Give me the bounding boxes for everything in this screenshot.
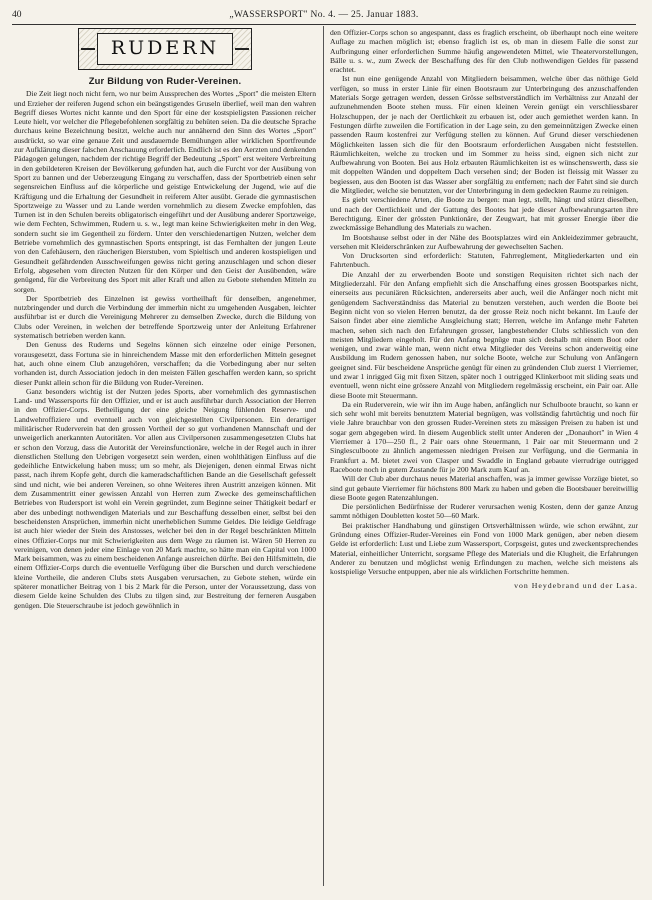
column-divider <box>323 26 324 886</box>
right-paragraph: Will der Club aber durchaus neues Material anschaffen, was ja immer gewisse Vorzüge bietet, so sind gut gebaute Vierriemer für höchstens 800 Mark zu haben und geben die Bootsbauer bereitwillig diese Boote gegen Ratenzahlungen. <box>330 474 638 502</box>
header-rule <box>12 24 636 25</box>
page-header <box>12 10 636 24</box>
right-paragraph: Bei praktischer Handhabung und günstigen Ortsverhältnissen würde, wie schon erwähnt, zur Gründung eines Offizier-Ruder-Vereines ein Fond von 1000 Mark genügen, aber neben diesem Gelde ist erforderlich: Lust und Liebe zum Wassersport, Corpsgeist, gutes und zweckentsprechendes Material, einheitlicher Unterricht, sorgsame Pflege des Materials und die Klugheit, die Erfahrungen Anderer zu benutzen und möglichst wenig Erfindungen zu machen, welche sich meistens als kostspielige Versuche entpuppen, aber nie als wirklichen Fortschritte hemmen. <box>330 520 638 577</box>
left-paragraph: Die Zeit liegt noch nicht fern, wo nur beim Aussprechen des Wortes „Sport" die meisten Eltern und Erzieher der reiferen Jugend schon ein beängstigendes Gruseln überlief, weil man den wahren Begriff dieses Wortes nicht kannte und den Sport für eine der kostspieligsten Passionen reicher Leute hielt, vor welcher die Pflegebefohlenen sorgfältig zu behüten seien. Da die deutsche Sprache durchaus keine Bezeichnung besitzt, welche auch nur annähernd den Sinn des Wortes „Sport" ausdrückt, so war eine genaue Zeit und ausdauernde Bemühungen aller wirklichen Sportfreunde zur Aufklärung dieser falschen Anschauung erforderlich. Endlich ist es den Aerzten und denkenden Pädagogen gelungen, nachdem der richtige Begriff der Bedeutung „Sport" erst weitere Verbreitung in den gebildeteren Kreisen der Bevölkerung gefunden hat, auch die Furcht vor der Ausübung von Sport zu bannen und der Ueberzeugung Eingang zu verschaffen, dass der Sportbetrieb einen sehr segensreichen Einfluss auf die körperliche und geistige Entwickelung der Jugend, wie auf die Kräftigung und die Erhaltung der Gesundheit in reiferem Alter ausübt. Gerade die gymnastischen Sportzweige zu Wasser und zu Lande werden vornehmlich zu diesem Zwecke empfohlen, das Turnen ist in den Schulen bereits obligatorisch eingeführt und der Ausübung anderer Sportzweige, wie dem Fechten, Schwimmen, Rudern u. s. w., legt man keine Schwierigkeiten mehr in den Weg, sondern sucht sie im Gegentheil zu fördern. Unter den verschiedenartigen Nutzen, welcher dem Betriebe vornehmlich des gymnastischen Sports entspringt, ist das Fernhalten der jungen Leute von den Cafehäusern, den räucherigen Bierstuben, vom Spieltisch und anderen kostspieligen und Gesundheit gefährdenden Ausschweifungen gewiss nicht gering anzuschlagen und schon dieser Erfolg, abgesehen vom directen Nutzen für den Körper und den Geist der Ausübenden, wäre genügend, für die Verbreitung des Sport mit aller Kraft und allen zu Gebote stehenden Mitteln zu sorgen. <box>14 89 316 294</box>
right-paragraph: Ist nun eine genügende Anzahl von Mitgliedern beisammen, welche über das nöthige Geld verfügen, so muss in erster Linie für einen Bootsraum zur Unterbringung des anzuschaffenden Materials Sorge getragen werden, dessen Grösse selbstverständlich im Verhältniss zur Anzahl der aufzunehmenden Boote stehen muss. Für einen kleinen Verein genügt ein verschliessbarer Holzschuppen, der je nach der Oertlichkeit zu erbauen ist, oder auch gemiethet werden kann. In Festungen dürfte zuweilen die Fortification in der Lage sein, zu den gemeinnützigen Zwecke einen passenden Raum kostenfrei zur Verfügung stellen zu können. Auf Grund dieser verschiedenen Möglichkeiten lassen sich die für den Bootsraum erforderlichen Ausgaben nicht feststellen. Räumlichkeiten, welche zu trocken und im Sommer zu heiss sind, eignen sich nicht zur Aufbewahrung von Booten. Bei aus Holz erbauten Räumlichkeiten ist es wünschenswerth, dass sie mit doppelten Wänden und doppeltem Dach versehen sind; der Boden ist fleissig mit Wasser zu begiessen, aus den Booten ist das Wasser aber sorgfältig zu entfernen; nach der Fahrt sind sie durch die Mitglieder, welche sie benutzten, vor der Unterbringung in dem gedeckten Raume zu reinigen. <box>330 74 638 196</box>
right-paragraph: Da ein Ruderverein, wie wir ihn im Auge haben, anfänglich nur Schulboote braucht, so kann er sich sehr wohl mit bereits benutztem Material begnügen, was vollständig fahrtüchtig und noch für viele Jahre brauchbar von den grossen Ruder-Vereinen stets zu mässigen Preisen zu haben ist und sogar gern abgegeben wird. In diesem Augenblick stellt unter Anderen der „Donauhort" in Wien 4 Vierriemer à 170—250 fl., 2 Pair oars ohne Steuermann, 1 Pair oar mit Steuermann und 2 Singlesculboote zu ähnlich angemessen niedrigen Preisen zur Verfügung, und die Germania in Frankfurt a. M. bietet zwei von Clasper und Swaddle in England gebaute vierrudrige outrigged Raceboote noch in gutem Zustande für je 200 Mark zum Kauf an. <box>330 399 638 474</box>
banner-title: RUDERN <box>97 33 233 65</box>
oar-right-icon <box>235 48 249 50</box>
right-paragraph: Von Drucksorten sind erforderlich: Statuten, Fahrreglement, Mitgliederkarten und ein Fahrtenbuch. <box>330 251 638 270</box>
oar-left-icon <box>81 48 95 50</box>
right-paragraph: Es giebt verschiedene Arten, die Boote zu bergen: man legt, stellt, hängt und stürzt dieselben, und nach der Oertlichkeit und der Gattung des Bootes hat jede dieser Aufbewahrungsarten ihre Berechtigung. Einer der grössten Punktionäre, der Zeugwart, hat mit grosser Energie über die zweckmässige Behandlung des Materials zu wachen. <box>330 195 638 233</box>
left-paragraph: Ganz besonders wichtig ist der Nutzen jedes Sports, aber vornehmlich des gymnastischen Land- und Wassersports für den Offizier, und er ist auch ausführbar durch Association der Herren in den Offizier-Corps. Betheiligung der eine gleiche Neigung fühlenden Reserve- und Landwehroffiziere und eventuell auch von gleichgestellten Civilpersonen. Ein derartiger militärischer Ruderverein hat den grossen Vortheil der so gut vorhandenen Mannschaft und der unweigerlich anerkannten Autoritäten. Vor allen aus Civilpersonen zusammengesetzten Clubs hat er schon den Vorzug, dass die Autorität der Vereinsfunctionäre, welche in der Regel auch in ihrer dienstlichen Stellung den Uebrigen vorgesetzt sein werden, einen wohlthätigen Einfluss auf die gedeihliche Entwickelung haben muss; um so mehr, als Diejenigen, denen einmal Etwas nicht passt, nach ihrem Kopfe geht, durch die kameradschaftlichen Bande an die Gesellschaft gefesselt sind und nicht, wie bei anderen Vereinen, so ohne Weiteres ihren Austritt anzeigen können. Mit dem Zusammentritt einer gewissen Anzahl von Herren zum Zwecke des gemeinschaftlichen Betriebes von Rudersport ist wohl ein Verein gegründet, zum Beginne seiner Thätigkeit bedarf er aber des unbedingt nothwendigen Materials und zur Beschaffung desselben einer, selbst bei den bescheidensten Ansprüchen, immerhin nicht unerheblichen Summe Geldes. Die leidige Geldfrage ist auch hier wieder der Stein des Anstosses, welcher bei den in der Regel beschränkten Mitteln eines Offizier-Corps nur mit Schwierigkeiten aus dem Wege zu räumen ist. Wären 50 Herren zu vereinigen, von denen jeder eine Einlage von 20 Mark machte, so hätte man ein Capital von 1000 Mark beisammen, was zu einem bescheidenen Anfange ausreichen dürfte. Bei den Hilfsmitteln, die einem Offizier-Corps durch die eventuelle Verfügung über die Burschen und durch verschiedene kleine Vortheile, die anderen Clubs stets Ausgaben verursachen, zu Gebote stehen, würde ein späterer monatlicher Beitrag von 1 bis 2 Mark für die Person, unter der Voraussetzung, dass von diesem Gelde keine Schulden des Clubs zu tilgen sind, zur Bestreitung der ferneren Ausgaben genügen. Die Steuerschraube ist jedoch gewöhnlich in <box>14 386 316 610</box>
left-paragraph: Den Genuss des Ruderns und Segelns können sich einzelne oder einige Personen, vorausgesetzt, dass Fortuna sie in hinreichendem Masse mit den erforderlichen Mitteln gesegnet hat, auch ohne einem Club anzugehören, verschaffen; da die Vorbedingung aber nur selten vorhanden ist, durch Association jedoch in den meisten Fällen geschaffen werden kann, so spricht dieser Punkt allein schon für die Bildung von Ruder-Vereinen. <box>14 340 316 387</box>
right-column <box>330 28 638 888</box>
page-number: 40 <box>12 10 22 20</box>
left-paragraph: Der Sportbetrieb des Einzelnen ist gewiss vortheilhaft für denselben, angenehmer, nutzbringender und durch die Verbindung der immerhin nicht zu umgehenden Ausgaben, leichter ausführbar ist er durch die Vereinigung Mehrerer zu demselben Zwecke, durch die Bildung von Clubs oder Vereinen, in welchen der betreffende Sportzweig unter der Anleitung Erfahrener systematisch betrieben werden kann. <box>14 293 316 341</box>
left-column <box>14 28 316 888</box>
author-signature: von Heydebrand und der Lasa. <box>514 580 638 590</box>
running-title: „WASSERSPORT" No. 4. — 25. Januar 1883. <box>229 10 419 20</box>
article-headline: Zur Bildung von Ruder-Vereinen. <box>88 75 242 86</box>
right-paragraph: Die persönlichen Bedürfnisse der Ruderer verursachen wenig Kosten, denn der ganze Anzug sammt nöthigen Doubletten kostet 50—60 Mark. <box>330 502 638 521</box>
right-paragraph: Die Anzahl der zu erwerbenden Boote und sonstigen Requisiten richtet sich nach der Mitgliederzahl. Für den Anfang empfiehlt sich die Anschaffung eines grossen Bootsparkes nicht, einerseits aus pecuniären Rücksichten, andererseits aber auch, weil die Anfänger noch nicht mit genügendem Sachverständniss das Material zu benutzen verstehen, auch werden die Boote bei Beginn nicht von so vielen Herren benutzt, da der grosse Reiz noch nicht bekannt. Im Laufe der Saison findet aber eine ziemliche Ausgleichung statt; Herren, welche im Anfange mehr Fahrten machen, sehen sich nach den Erfahrungen grosser, langbestehender Clubs schliesslich von den meisten Mitgliedern eingeholt. Für den Anfang begnüge man sich deshalb mit einem Boot oder wenigen, und zwar wähle man, wenn nicht etwa Mitglieder des Vereins schon anderweitig eine Ausbildung im Rudern genossen haben, nur solche Boote, welche zur Schulung von Anfängern geeignet sind. Für bescheidene Ansprüche genügt für einen zu gründenden Club zuerst 1 Vierriemer, und zwar 1 inrigged Gig mit fixen Sitzen, später noch 1 outrigged Klinkerboot mit sliding seats und eventuell, wenn nicht eine grössere Anzahl von Mitgliedern regelmässig erscheint, ein Pair oar. Alle diese Boote mit Steuermann. <box>330 269 638 400</box>
rudern-banner <box>78 28 252 70</box>
right-paragraph: den Offizier-Corps schon so angespannt, dass es fraglich erscheint, ob überhaupt noch eine weitere Auflage zu machen möglich ist; ebenso fraglich ist es, ob man in diesem Falle die sonst zur Aufbringung einer erforderlichen Summe häufig angewendeten Mittel, wie Theatervorstellungen, Bälle u. s. w., zum Zweck der Beschaffung des für den Club nothwendigen Geldes für passend erachtet. <box>330 28 638 75</box>
right-paragraph: Im Bootshause selbst oder in der Nähe des Bootsplatzes wird ein Ankleidezimmer gebraucht, versehen mit Kleiderschränken zur Aufbewahrung der gewechselten Sachen. <box>330 232 638 251</box>
